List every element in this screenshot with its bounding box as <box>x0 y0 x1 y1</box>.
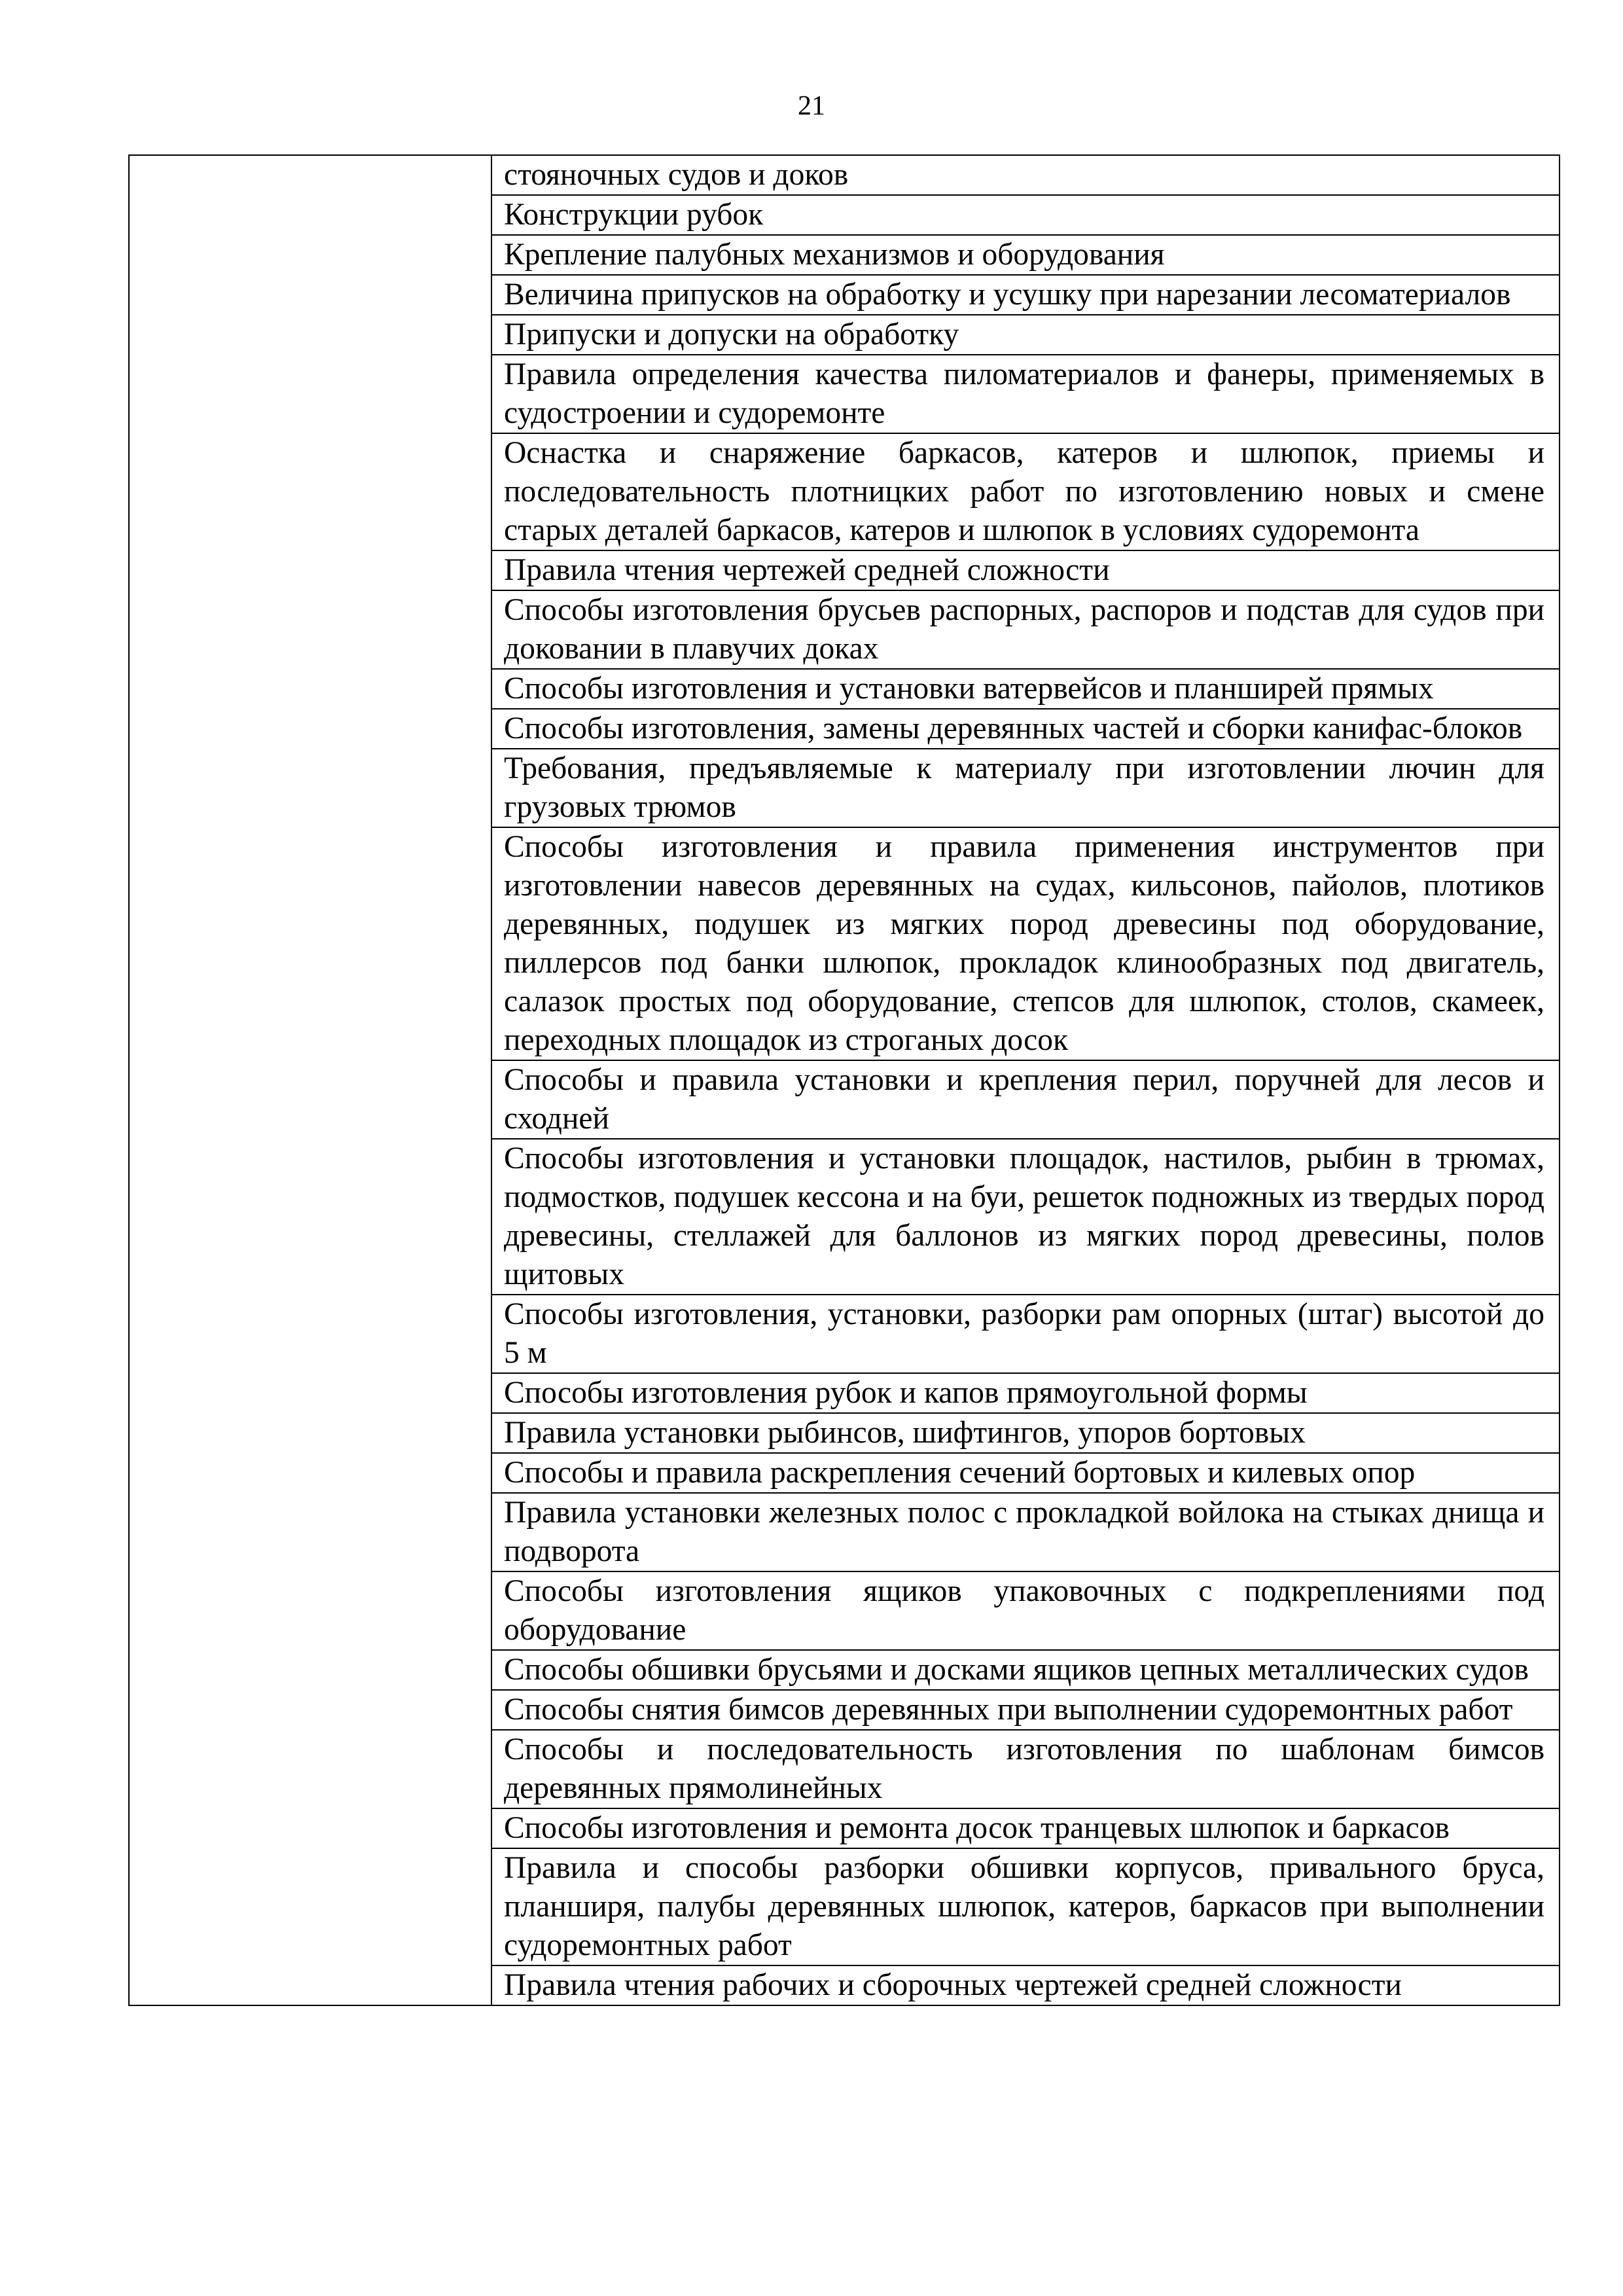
cell-text: Способы изготовления и ремонта досок транцевых шлюпок и баркасов <box>504 1811 1450 1845</box>
cell-text: Способы изготовления брусьев распорных, распоров и подстав для судов при доковании в плавучих доках <box>504 593 1544 666</box>
cell-text: Способы изготовления ящиков упаковочных с подкреплениями под оборудование <box>504 1574 1544 1647</box>
table-cell <box>491 1965 1560 2005</box>
table-cell <box>491 355 1560 433</box>
cell-text: Правила и способы разборки обшивки корпусов, привального бруса, планширя, палубы деревянных шлюпок, катеров, баркасов при выполнении судоремонтных работ <box>504 1851 1544 1962</box>
table-cell <box>491 155 1560 195</box>
table-cell <box>491 315 1560 355</box>
cell-text: Способы изготовления рубок и капов прямоугольной формы <box>504 1376 1308 1410</box>
table-cell <box>491 1060 1560 1139</box>
cell-text: Правила чтения чертежей средней сложности <box>504 553 1110 587</box>
table-cell <box>491 1571 1560 1650</box>
page-number: 21 <box>798 91 825 121</box>
table-cell <box>491 669 1560 709</box>
table-cell <box>491 1848 1560 1965</box>
cell-text: Способы изготовления и установки ватервейсов и планширей прямых <box>504 672 1434 706</box>
cell-text: Правила установки железных полос с прокладкой войлока на стыках днища и подворота <box>504 1496 1544 1568</box>
cell-text: стояночных судов и доков <box>504 158 849 192</box>
cell-text: Требования, предъявляемые к материалу при изготовлении лючин для грузовых трюмов <box>504 751 1544 824</box>
table-row <box>129 155 1560 195</box>
cell-text: Способы и правила раскрепления сечений бортовых и килевых опор <box>504 1456 1416 1490</box>
table-cell <box>491 1730 1560 1808</box>
cell-text: Способы изготовления, установки, разборки рам опорных (штаг) высотой до 5 м <box>504 1297 1544 1370</box>
cell-text: Способы и правила установки и крепления перил, поручней для лесов и сходней <box>504 1063 1544 1136</box>
table-cell <box>491 1808 1560 1848</box>
table-cell <box>491 235 1560 275</box>
cell-text: Конструкции рубок <box>504 198 764 232</box>
cell-text: Крепление палубных механизмов и оборудования <box>504 238 1165 272</box>
table-body <box>129 155 1560 2005</box>
table-cell <box>491 1650 1560 1690</box>
cell-text: Припуски и допуски на обработку <box>504 317 959 351</box>
table-cell <box>491 1690 1560 1730</box>
table-cell <box>491 433 1560 550</box>
cell-text: Оснастка и снаряжение баркасов, катеров и шлюпок, приемы и последовательность плотницких работ по изготовлению новых и смене старых деталей баркасов, катеров и шлюпок в условиях судоремонта <box>504 436 1544 547</box>
table-cell <box>491 1373 1560 1413</box>
cell-text: Способы изготовления, замены деревянных частей и сборки канифас-блоков <box>504 711 1523 745</box>
cell-text: Способы изготовления и установки площадок, настилов, рыбин в трюмах, подмостков, подушек кессона и на буи, решеток подножных из твердых пород древесины, стеллажей для баллонов из мягких пород древесины, полов щитовых <box>504 1141 1544 1291</box>
cell-text: Правила установки рыбинсов, шифтингов, упоров бортовых <box>504 1416 1306 1450</box>
table-cell <box>491 749 1560 827</box>
cell-text: Способы обшивки брусьями и досками ящиков цепных металлических судов <box>504 1653 1529 1687</box>
table-cell <box>491 827 1560 1060</box>
cell-text: Правила чтения рабочих и сборочных чертежей средней сложности <box>504 1968 1402 2002</box>
knowledge-table <box>128 154 1560 2006</box>
table-cell <box>491 1413 1560 1453</box>
table-cell <box>491 1493 1560 1571</box>
table-cell <box>491 1139 1560 1295</box>
table-cell <box>491 275 1560 315</box>
table-cell <box>491 1453 1560 1493</box>
cell-text: Величина припусков на обработку и усушку при нарезании лесоматериалов <box>504 278 1511 312</box>
table-cell <box>491 590 1560 669</box>
cell-text: Способы снятия бимсов деревянных при выполнении судоремонтных работ <box>504 1693 1513 1727</box>
table-cell <box>491 550 1560 590</box>
cell-text: Способы изготовления и правила применения инструментов при изготовлении навесов деревянных на судах, кильсонов, пайолов, плотиков деревянных, подушек из мягких пород древесины под оборудование, пиллерсов под банки шлюпок, прокладок клинообразных под двигатель, салазок простых под оборудование, степсов для шлюпок, столов, скамеек, переходных площадок из строганых досок <box>504 830 1544 1057</box>
cell-text: Правила определения качества пиломатериалов и фанеры, применяемых в судостроении и судоремонте <box>504 357 1544 430</box>
table-cell <box>491 195 1560 235</box>
cell-text: Способы и последовательность изготовления по шаблонам бимсов деревянных прямолинейных <box>504 1732 1544 1805</box>
table-cell <box>491 709 1560 749</box>
table-cell <box>491 1295 1560 1373</box>
left-column-cell <box>129 155 491 2005</box>
